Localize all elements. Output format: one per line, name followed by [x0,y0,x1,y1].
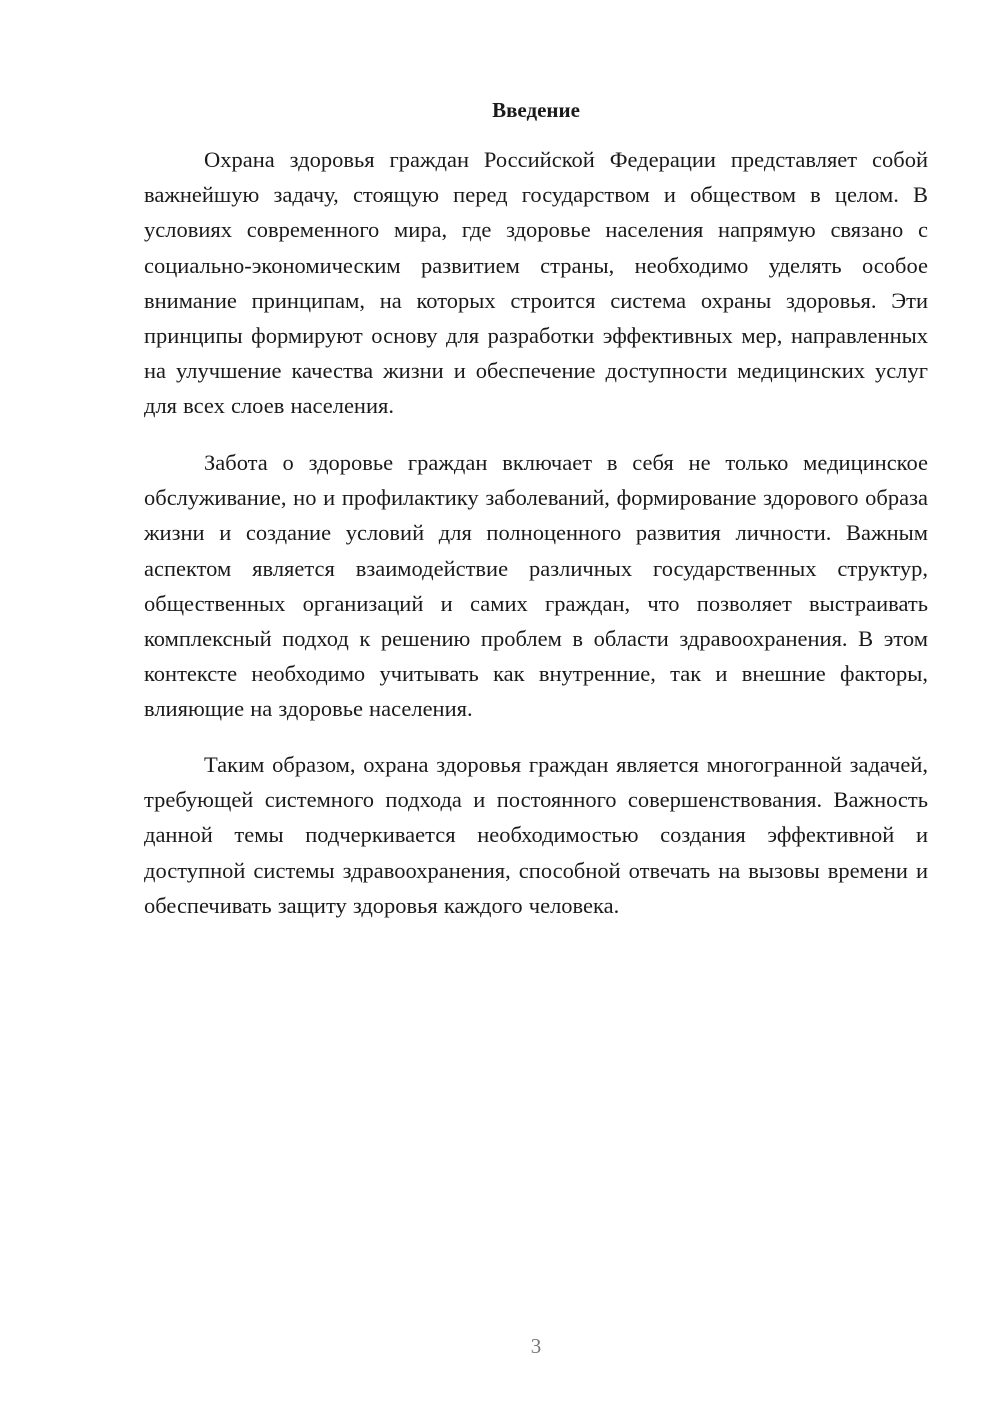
paragraph-3: Таким образом, охрана здоровья граждан является многогранной задачей, требующей системного подхода и постоянного совершенствования. Важность данной темы подчеркивается необходимостью создания эффективной и доступной системы здравоохранения, способной отвечать на вызовы времени и обеспечивать защиту здоровья каждого человека. [144,752,928,918]
section-title: Введение [492,98,580,122]
paragraph-1: Охрана здоровья граждан Российской Федерации представляет собой важнейшую задачу, стоящую перед государством и обществом в целом. В условиях современного мира, где здоровье населения напрямую связано с социально-экономическим развитием страны, необходимо уделять особое внимание принципам, на которых строится система охраны здоровья. Эти принципы формируют основу для разработки эффективных мер, направленных на улучшение качества жизни и обеспечение доступности медицинских услуг для всех слоев населения. [144,147,928,419]
paragraph-2: Забота о здоровье граждан включает в себя не только медицинское обслуживание, но и профилактику заболеваний, формирование здорового образа жизни и создание условий для полноценного развития личности. Важным аспектом является взаимодействие различных государственных структур, общественных организаций и самих граждан, что позволяет выстраивать комплексный подход к решению проблем в области здравоохранения. В этом контексте необходимо учитывать как внутренние, так и внешние факторы, влияющие на здоровье населения. [144,450,928,722]
page-number: 3 [530,1334,542,1358]
